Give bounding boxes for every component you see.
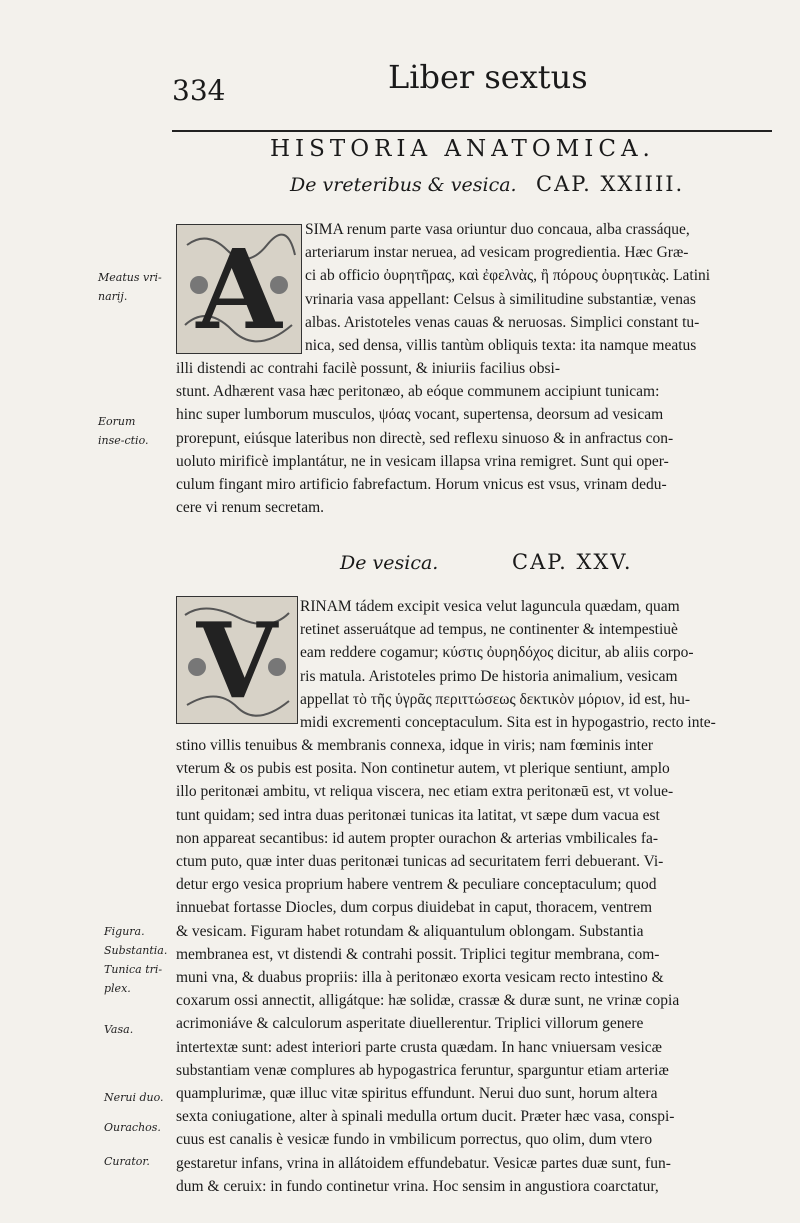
margin-note: Nerui duo. <box>104 1091 164 1104</box>
text-line: vterum & os pubis est posita. Non continetur autem, vt plerique sentiunt, amplo <box>176 760 670 778</box>
page-number: 334 <box>172 74 226 107</box>
text-line: muni vna, & duabus propriis: illa à peritonæo exorta vesicam recto intestino & <box>176 969 664 987</box>
text-line: stunt. Adhærent vasa hæc peritonæo, ab eóque communem accipiunt tunicam: <box>176 383 660 401</box>
text-line: innuebat fortasse Diocles, dum corpus diuidebat in caput, thoracem, ventrem <box>176 899 653 917</box>
text-line: substantiam venæ complures ab hypogastrica feruntur, sparguntur etiam arteriæ <box>176 1061 669 1079</box>
chapter-24-subtitle: De vreteribus & vesica. <box>290 174 517 196</box>
text-line: ris matula. Aristoteles primo De historia animalium, vesicam <box>300 667 678 685</box>
text-line: retinet asseruátque ad tempus, ne continenter & intempestiuè <box>300 621 678 639</box>
text-line: intertextæ sunt: adest interiori parte crusta quædam. In hanc vniuersam vesicæ <box>176 1038 662 1056</box>
chapter-24-text-top <box>305 218 773 357</box>
text-line: ci ab officio ὀυρητῆρας, καὶ ἐφελνὰς, ἢ πόρους ὀυρητικὰς. Latini <box>305 267 711 285</box>
chapter-25-number: CAP. XXV. <box>512 550 633 574</box>
chapter-25-text-bottom <box>176 734 773 1198</box>
text-line: sexta coniugatione, alter à spinali medulla ortum ducit. Præter hæc vasa, conspi- <box>176 1108 675 1126</box>
margin-note: Meatus vri-narij. <box>98 271 162 303</box>
text-line: stino villis tenuibus & membranis connexa, idque in viris; nam fœminis inter <box>176 737 653 754</box>
text-line: tunt quidam; sed intra duas peritonæi tunicas ita latitat, vt sæpe dum vacua est <box>176 806 660 824</box>
margin-note: Figura. Substantia. Tunica tri-plex. <box>104 925 168 995</box>
chapter-25-text-top <box>300 595 773 734</box>
margin-note: Eorum inse-ctio. <box>98 415 149 447</box>
text-line: culum fingant miro artificio fabrefactum. Horum vnicus est vsus, vrinam dedu- <box>176 476 667 494</box>
text-line: arteriarum instar neruea, ad vesicam progredientia. Hæc Græ- <box>305 244 689 262</box>
text-line: quamplurimæ, quæ illuc vitæ spiritus effundunt. Nerui duo sunt, horum altera <box>176 1085 658 1103</box>
text-line: prorepunt, eiúsque lateribus non directè, sed reflexu sinuoso & in anfractus con- <box>176 429 674 447</box>
running-head: Liber sextus <box>388 58 588 96</box>
drop-cap-a-ornament <box>176 224 302 354</box>
text-line: vrinaria vasa appellant: Celsus à similitudine substantiæ, venas <box>305 290 696 308</box>
margin-note: Curator. <box>104 1155 150 1168</box>
text-line: ctum puto, quæ inter duas peritonæi tunicas ad securitatem ferri debuerant. Vi- <box>176 853 664 871</box>
drop-cap-v-ornament <box>176 596 298 724</box>
text-line: membranea est, vt distendi & contrahi possit. Triplici tegitur membrana, com- <box>176 945 660 963</box>
chapter-25-subtitle: De vesica. <box>340 552 439 574</box>
text-line: illo peritonæi ambitu, vt reliqua viscera, nec etiam extra peritonæū est, vt volue- <box>176 783 674 801</box>
text-line: cere vi renum secretam. <box>176 499 325 517</box>
text-line: appellat τὸ τῆς ὑγρᾶς περιττώσεως δεκτικὸν μόριον, id est, hu- <box>300 690 691 708</box>
text-line: cuus est canalis è vesicæ fundo in vmbilicum porrectus, quo olim, dum vtero <box>176 1131 653 1149</box>
text-line: midi excrementi conceptaculum. Sita est in hypogastrio, recto inte- <box>300 714 716 732</box>
main-title: HISTORIA ANATOMICA. <box>270 136 655 162</box>
text-line: RINAM tádem excipit vesica velut laguncula quædam, quam <box>300 598 680 615</box>
text-line: coxarum ossi annectit, alligátque: hæ solidæ, crassæ & duræ sunt, ne vrinæ copia <box>176 992 680 1010</box>
text-line: & vesicam. Figuram habet rotundam & aliquantulum oblongam. Substantia <box>176 922 644 940</box>
text-line: illi distendi ac contrahi facilè possunt, & iniuriis facilius obsi- <box>176 360 560 377</box>
text-line: hinc super lumborum musculos, ψόας vocant, supertensa, deorsum ad vesicam <box>176 406 664 424</box>
margin-note: Ourachos. <box>104 1121 161 1134</box>
header-rule <box>172 130 772 132</box>
text-line: gestaretur infans, vrina in allátoidem effundebatur. Vesicæ partes duæ sunt, fun- <box>176 1154 671 1172</box>
text-line: detur ergo vesica proprium habere ventrem & peculiare conceptaculum; quod <box>176 876 657 894</box>
text-line: nica, sed densa, villis tantùm obliquis texta: ita namque meatus <box>305 337 697 355</box>
text-line: albas. Aristoteles venas cauas & neruosas. Simplici constant tu- <box>305 313 700 331</box>
text-line: acrimoniáve & calculorum asperitate diuellerentur. Triplici villorum genere <box>176 1015 644 1033</box>
text-line: uoluto mirificè implantátur, ne in vesicam illapsa vrina remigret. Sunt qui oper- <box>176 452 669 470</box>
text-line: non appareat secantibus: id autem propter ourachon & arterias vmbilicales fa- <box>176 829 659 847</box>
text-line: SIMA renum parte vasa oriuntur duo concaua, alba crassáque, <box>305 221 690 238</box>
margin-note: Vasa. <box>104 1023 134 1036</box>
chapter-24-text-bottom <box>176 357 773 519</box>
text-line: dum & ceruix: in fundo continetur vrina. Hoc sensim in angustiora coarctatur, <box>176 1177 659 1195</box>
drop-cap-letter: A <box>196 224 282 354</box>
drop-cap-letter: V <box>196 598 278 722</box>
text-line: eam reddere cogamur; κύστις ὀυρηδόχος dicitur, ab aliis corpo- <box>300 644 694 662</box>
chapter-24-number: CAP. XXIIII. <box>536 172 685 196</box>
